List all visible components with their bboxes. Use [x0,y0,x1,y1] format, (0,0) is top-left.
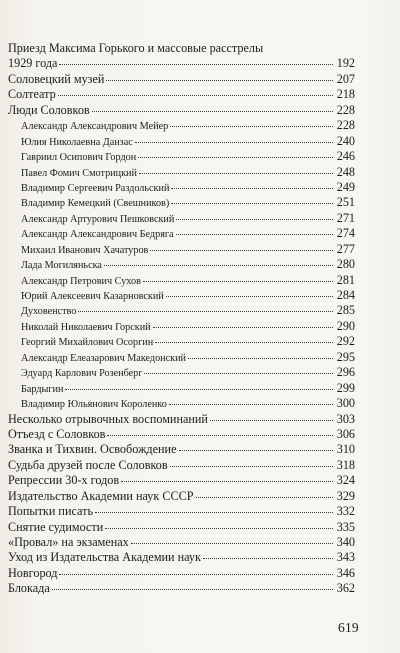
toc-entry-title: Приезд Максима Горького и массовые расстрелы [8,41,264,55]
toc-entry [8,304,355,319]
toc-entry [8,474,355,489]
toc-entry-page: 324 [336,473,355,488]
toc-entry-page: 228 [336,102,355,117]
toc-entry [8,428,355,443]
toc-entry [8,505,355,520]
toc-entry-page: 335 [336,519,355,534]
toc-entry-title: Михаил Иванович Хачатуров [21,244,149,256]
dot-leader [135,142,333,143]
toc-entry-title: Бардыгин [21,383,64,395]
toc-entry-page: 340 [336,535,355,549]
toc-entry [8,366,355,381]
toc-entry-title: Уход из Издательства Академии наук [8,550,201,565]
toc-entry-page: 295 [336,349,355,364]
dot-leader [203,558,333,559]
toc-entry-page: 249 [336,179,355,194]
toc-entry-page: 290 [336,318,355,333]
dot-leader [210,420,333,421]
toc-entry-title: Александр Артурович Пешковский [21,213,175,225]
toc-entry [8,413,355,428]
toc-entry-title: Судьба друзей после Соловков [8,457,168,472]
toc-entry-title: 1929 года [8,56,58,71]
toc-entry-page: 284 [336,288,355,302]
toc-entry-title: Александр Александрович Бедряга [21,229,174,241]
toc-entry-page: 299 [336,380,355,395]
dot-leader [59,574,333,575]
toc-entry [8,320,355,335]
dot-leader [121,481,333,482]
toc-entry-page: 362 [336,581,355,596]
toc-entry-page: 303 [336,411,355,426]
toc-entry [8,104,355,119]
dot-leader [153,327,333,328]
toc-entry-title: Николай Николаевич Горский [21,321,151,333]
toc-entry-title: Издательство Академии наук СССР [8,488,194,503]
dot-leader [59,64,333,65]
toc-entry-title: Владимир Сергеевич Раздольский [21,182,170,194]
toc-entry [8,227,355,242]
toc-entry-page: 296 [336,365,355,380]
dot-leader [155,342,333,343]
table-of-contents [8,42,355,598]
dot-leader [58,95,333,96]
toc-entry [8,490,355,505]
toc-entry-page: 251 [336,195,355,210]
toc-entry-title: Юлия Николаевна Данзас [21,136,133,148]
toc-entry-page: 228 [336,118,355,133]
toc-entry-title: Павел Фомич Смотрицкий [21,167,137,179]
toc-entry-title: Новгород [8,565,58,580]
dot-leader [139,173,333,174]
dot-leader [176,234,333,235]
toc-entry-page: 306 [336,426,355,441]
toc-entry-title: Александр Елеазарович Македонский [21,352,187,364]
toc-entry [8,212,355,227]
toc-entry [8,551,355,566]
toc-entry [8,351,355,366]
dot-leader [169,404,333,405]
toc-entry [8,567,355,582]
toc-entry-title: Гавриил Осипович Гордон [21,152,137,164]
toc-entry [8,382,355,397]
toc-entry [8,459,355,474]
toc-entry-page: 280 [336,257,355,272]
toc-entry-title: Владимир Кемецкий (Свешников) [21,198,170,210]
toc-entry-page: 318 [336,457,355,472]
toc-entry-title: Несколько отрывочных воспоминаний [8,411,208,426]
dot-leader [170,466,333,467]
dot-leader [131,543,333,544]
toc-entry [8,73,355,88]
page-number: 619 [338,620,359,635]
dot-leader [166,296,333,297]
toc-entry [8,42,355,57]
toc-entry-title: Юрий Алексеевич Казарновский [21,291,164,302]
toc-entry [8,335,355,350]
toc-entry [8,88,355,103]
dot-leader [104,265,333,266]
toc-entry-page: 277 [336,241,355,256]
dot-leader [52,589,333,590]
toc-entry [8,57,355,72]
toc-entry-page: 343 [336,550,355,565]
toc-entry-title: Репрессии 30-х годов [8,473,120,488]
toc-entry [8,274,355,289]
dot-leader [92,111,333,112]
dot-leader [105,528,333,529]
toc-entry-title: Отъезд с Соловков [8,426,106,441]
dot-leader [106,80,333,81]
toc-entry [8,258,355,273]
toc-entry-page: 292 [336,334,355,349]
toc-entry [8,582,355,597]
toc-entry-page: 285 [336,303,355,318]
toc-entry-title: Духовенство [21,306,77,318]
dot-leader [171,203,333,204]
dot-leader [188,358,333,359]
toc-entry [8,135,355,150]
toc-entry [8,181,355,196]
toc-entry-title: Соловецкий музей [8,71,105,86]
dot-leader [107,435,333,436]
toc-entry-title: Попытки писать [8,504,94,519]
toc-entry [8,536,355,551]
dot-leader [171,188,333,189]
toc-entry-title: Снятие судимости [8,519,104,534]
toc-entry-page: 246 [336,149,355,164]
toc-entry-title: Георгий Михайлович Осоргин [21,337,154,349]
toc-entry-title: Люди Соловков [8,102,90,117]
toc-entry-page: 240 [336,133,355,148]
toc-entry-title: Владимир Юльянович Короленко [21,399,167,411]
toc-entry-page: 192 [336,56,355,71]
dot-leader [65,389,333,390]
dot-leader [78,311,333,312]
toc-entry [8,119,355,134]
toc-entry-page: 310 [336,442,355,457]
dot-leader [150,250,333,251]
toc-entry-title: «Провал» на экзаменах [8,535,129,549]
toc-entry-page: 218 [336,87,355,102]
toc-entry-title: Блокада [8,581,50,596]
toc-entry-title: Званка и Тихвин. Освобождение [8,442,177,457]
toc-entry-page: 207 [336,71,355,86]
toc-entry-title: Александр Петрович Сухов [21,275,141,287]
toc-entry-page: 248 [336,164,355,179]
dot-leader [196,497,333,498]
toc-entry [8,289,355,304]
toc-entry-page: 346 [336,565,355,580]
toc-entry [8,443,355,458]
toc-entry-page: 329 [336,488,355,503]
dot-leader [170,126,333,127]
dot-leader [95,512,333,513]
toc-entry-title: Александр Александрович Мейер [21,121,169,133]
toc-entry-title: Эдуард Карлович Розенберг [21,368,143,380]
toc-entry-page: 271 [336,210,355,225]
toc-entry [8,243,355,258]
toc-entry [8,521,355,536]
dot-leader [179,450,334,451]
dot-leader [138,157,333,158]
toc-entry-page: 281 [336,272,355,287]
toc-entry [8,397,355,412]
dot-leader [176,219,333,220]
dot-leader [144,373,333,374]
toc-entry-page: 300 [336,396,355,411]
toc-entry-page: 332 [336,504,355,519]
dot-leader [143,281,333,282]
toc-entry [8,150,355,165]
toc-entry-title: Солтеатр [8,87,56,102]
toc-entry-title: Лада Могиляньска [21,260,102,272]
toc-entry [8,166,355,181]
toc-entry-page: 274 [336,226,355,241]
toc-entry [8,196,355,211]
